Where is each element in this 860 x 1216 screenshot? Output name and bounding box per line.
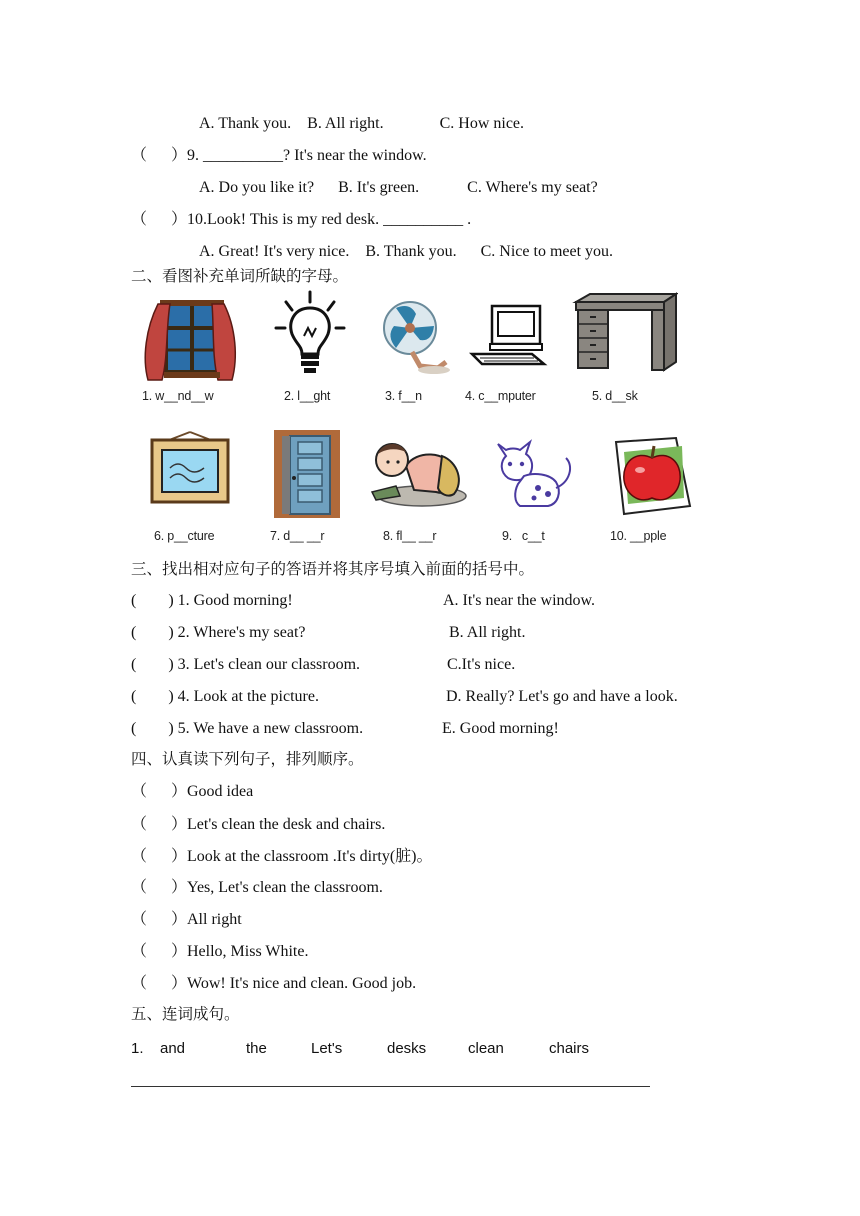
caption-cat: 9. c__t: [502, 529, 545, 543]
q10-options: A. Great! It's very nice. B. Thank you. C. Nice to meet you.: [199, 243, 614, 260]
answer-line: [131, 1086, 650, 1087]
s4-line-1: （ ）Good idea: [131, 783, 254, 800]
caption-apple: 10. __pple: [610, 529, 667, 543]
s5-item-number: 1.: [131, 1040, 144, 1057]
section4-heading: 四、认真读下列句子，排列顺序。: [131, 750, 364, 768]
s3-answer-e: E. Good morning!: [442, 720, 559, 737]
q10-stem: （ ）10.Look! This is my red desk. __________ .: [131, 211, 472, 228]
caption-picture: 6. p__cture: [154, 529, 215, 543]
desk-icon: [572, 292, 678, 374]
s5-word-chairs: chairs: [549, 1040, 590, 1057]
s4-line-5: （ ）All right: [131, 911, 242, 928]
section3-heading: 三、找出相对应句子的答语并将其序号填入前面的括号中。: [131, 560, 535, 578]
section2-heading: 二、看图补充单词所缺的字母。: [131, 267, 349, 285]
s4-line-6: （ ）Hello, Miss White.: [131, 943, 309, 960]
caption-fan: 3. f__n: [385, 389, 422, 403]
s5-word-clean: clean: [468, 1040, 504, 1057]
cat-icon: [490, 436, 580, 516]
s3-question-1: ( ) 1. Good morning!: [131, 592, 293, 609]
light-bulb-icon: [272, 288, 352, 378]
s3-answer-d: D. Really? Let's go and have a look.: [446, 688, 678, 705]
s4-line-7: （ ）Wow! It's nice and clean. Good job.: [131, 975, 417, 992]
apple-icon: [606, 436, 694, 516]
s5-word-lets: Let's: [311, 1040, 343, 1057]
picture-frame-icon: [144, 428, 234, 508]
q8-options: A. Thank you. B. All right. C. How nice.: [199, 115, 525, 132]
q9-options: A. Do you like it? B. It's green. C. Where's my seat?: [199, 179, 598, 196]
s3-answer-c: C.It's nice.: [447, 656, 516, 673]
fan-icon: [376, 296, 456, 376]
s3-question-2: ( ) 2. Where's my seat?: [131, 624, 306, 641]
s5-word-the: the: [246, 1040, 267, 1057]
caption-light: 2. l__ght: [284, 389, 331, 403]
caption-desk: 5. d__sk: [592, 389, 638, 403]
door-icon: [272, 428, 342, 520]
s4-line-4: （ ）Yes, Let's clean the classroom.: [131, 879, 383, 896]
s3-question-5: ( ) 5. We have a new classroom.: [131, 720, 364, 737]
caption-computer: 4. c__mputer: [465, 389, 536, 403]
s3-answer-b: B. All right.: [449, 624, 526, 641]
q9-stem: （ ）9. __________? It's near the window.: [131, 147, 427, 164]
caption-door: 7. d__ __r: [270, 529, 325, 543]
caption-floor: 8. fl__ __r: [383, 529, 437, 543]
child-cleaning-floor-icon: [366, 436, 468, 510]
s4-line-3: （ ）Look at the classroom .It's dirty(脏)。: [131, 848, 433, 865]
computer-icon: [466, 302, 548, 372]
s4-line-2: （ ）Let's clean the desk and chairs.: [131, 816, 386, 833]
s3-question-4: ( ) 4. Look at the picture.: [131, 688, 319, 705]
s3-question-3: ( ) 3. Let's clean our classroom.: [131, 656, 361, 673]
window-icon: [140, 298, 240, 384]
s3-answer-a: A. It's near the window.: [443, 592, 596, 609]
s5-word-desks: desks: [387, 1040, 427, 1057]
s5-word-and: and: [160, 1040, 186, 1057]
section5-heading: 五、连词成句。: [131, 1005, 240, 1023]
caption-window: 1. w__nd__w: [142, 389, 214, 403]
